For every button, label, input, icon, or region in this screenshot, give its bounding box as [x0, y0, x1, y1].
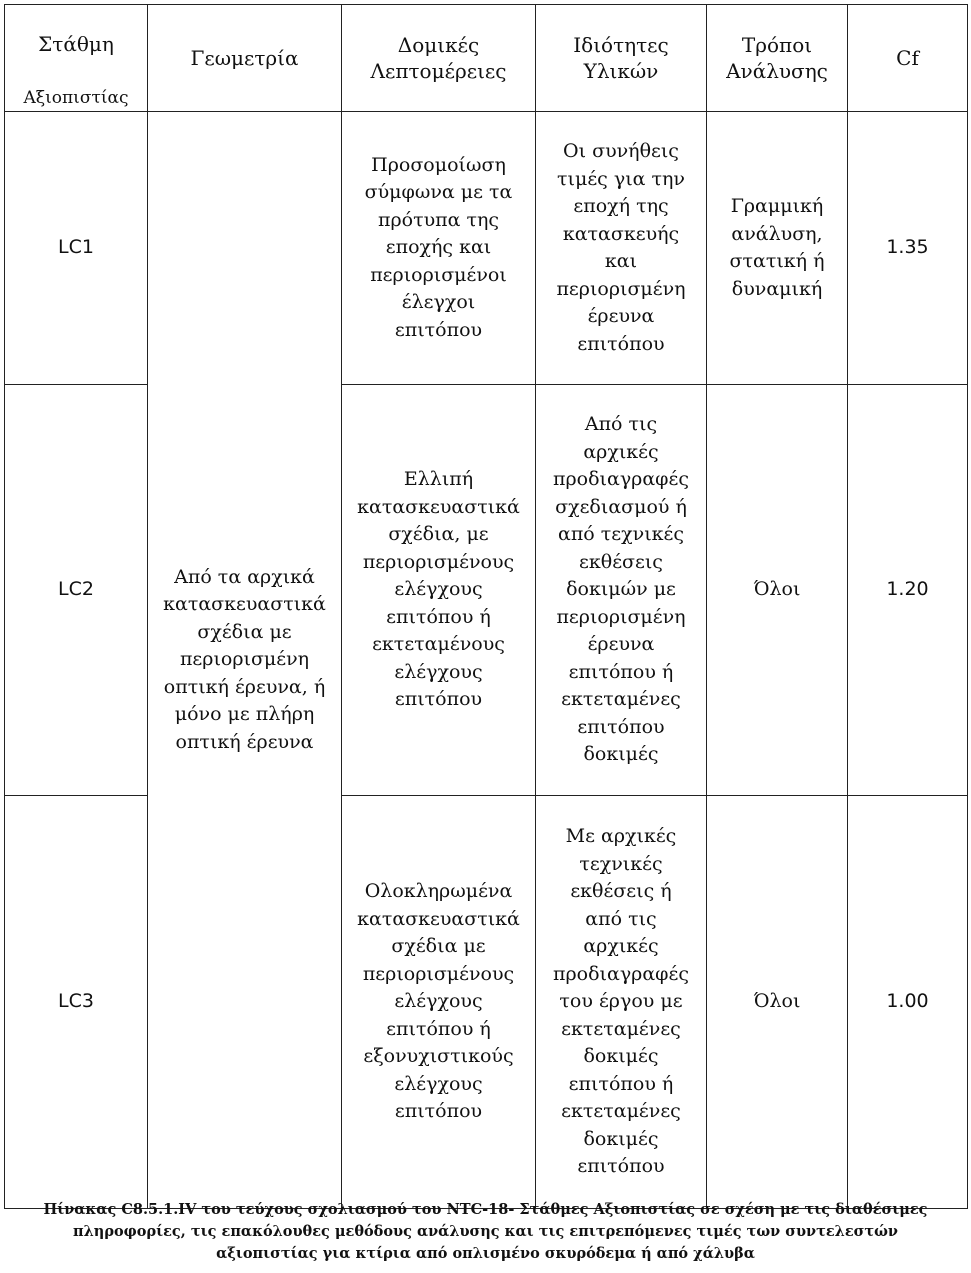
header-analysis-methods: Τρόποι Ανάλυσης	[707, 5, 848, 112]
header-structural-details: Δομικές Λεπτομέρειες	[342, 5, 536, 112]
header-knowledge-level-line1: Στάθμη	[38, 32, 114, 56]
header-geometry: Γεωμετρία	[148, 5, 342, 112]
details-cell: Προσομοίωση σύμφωνα με τα πρότυπα της εποχής και περιορισμένοι έλεγχοι επιτόπου	[342, 112, 536, 385]
details-cell: Ελλιπή κατασκευαστικά σχέδια, με περιορισμένους ελέγχους επιτόπου ή εκτεταμένους ελέγχους επιτόπου	[342, 385, 536, 796]
level-cell: LC2	[5, 385, 148, 796]
header-knowledge-level-line2: Αξιοπιστίας	[23, 88, 129, 108]
materials-cell: Με αρχικές τεχνικές εκθέσεις ή από τις αρχικές προδιαγραφές του έργου με εκτεταμένες δοκιμές επιτόπου ή εκτεταμένες δοκιμές επιτόπου	[536, 796, 707, 1209]
level-cell: LC1	[5, 112, 148, 385]
analysis-cell: Όλοι	[707, 385, 848, 796]
table-header-row	[5, 5, 968, 112]
materials-cell: Από τις αρχικές προδιαγραφές σχεδιασμού ή από τεχνικές εκθέσεις δοκιμών με περιορισμένη έρευνα επιτόπου ή εκτεταμένες επιτόπου δοκιμές	[536, 385, 707, 796]
header-confidence-factor: Cf	[848, 5, 968, 112]
header-knowledge-level	[5, 5, 148, 112]
level-cell: LC3	[5, 796, 148, 1209]
details-cell: Ολοκληρωμένα κατασκευαστικά σχέδια με περιορισμένους ελέγχους επιτόπου ή εξονυχιστικούς ελέγχους επιτόπου	[342, 796, 536, 1209]
analysis-cell: Γραμμική ανάλυση, στατική ή δυναμική	[707, 112, 848, 385]
geometry-cell: Από τα αρχικά κατασκευαστικά σχέδια με περιορισμένη οπτική έρευνα, ή μόνο με πλήρη οπτική έρευνα	[148, 112, 342, 1209]
table-caption: Πίνακας C8.5.1.IV του τεύχους σχολιασμού του NTC-18- Στάθμες Αξιοπιστίας σε σχέση με τις διαθέσιμες πληροφορίες, τις επακόλουθες μεθόδους ανάλυσης και τις επιτρεπόμενες τιμές των συντελεστών αξιοπιστίας για κτίρια από οπλισμένο σκυρόδεμα ή από χάλυβα	[43, 1201, 928, 1262]
materials-cell: Οι συνήθεις τιμές για την εποχή της κατασκευής και περιορισμένη έρευνα επιτόπου	[536, 112, 707, 385]
table-row	[5, 112, 968, 385]
header-material-properties: Ιδιότητες Υλικών	[536, 5, 707, 112]
cf-cell: 1.35	[848, 112, 968, 385]
cf-cell: 1.00	[848, 796, 968, 1209]
cf-cell: 1.20	[848, 385, 968, 796]
analysis-cell: Όλοι	[707, 796, 848, 1209]
knowledge-levels-table	[4, 4, 968, 1209]
